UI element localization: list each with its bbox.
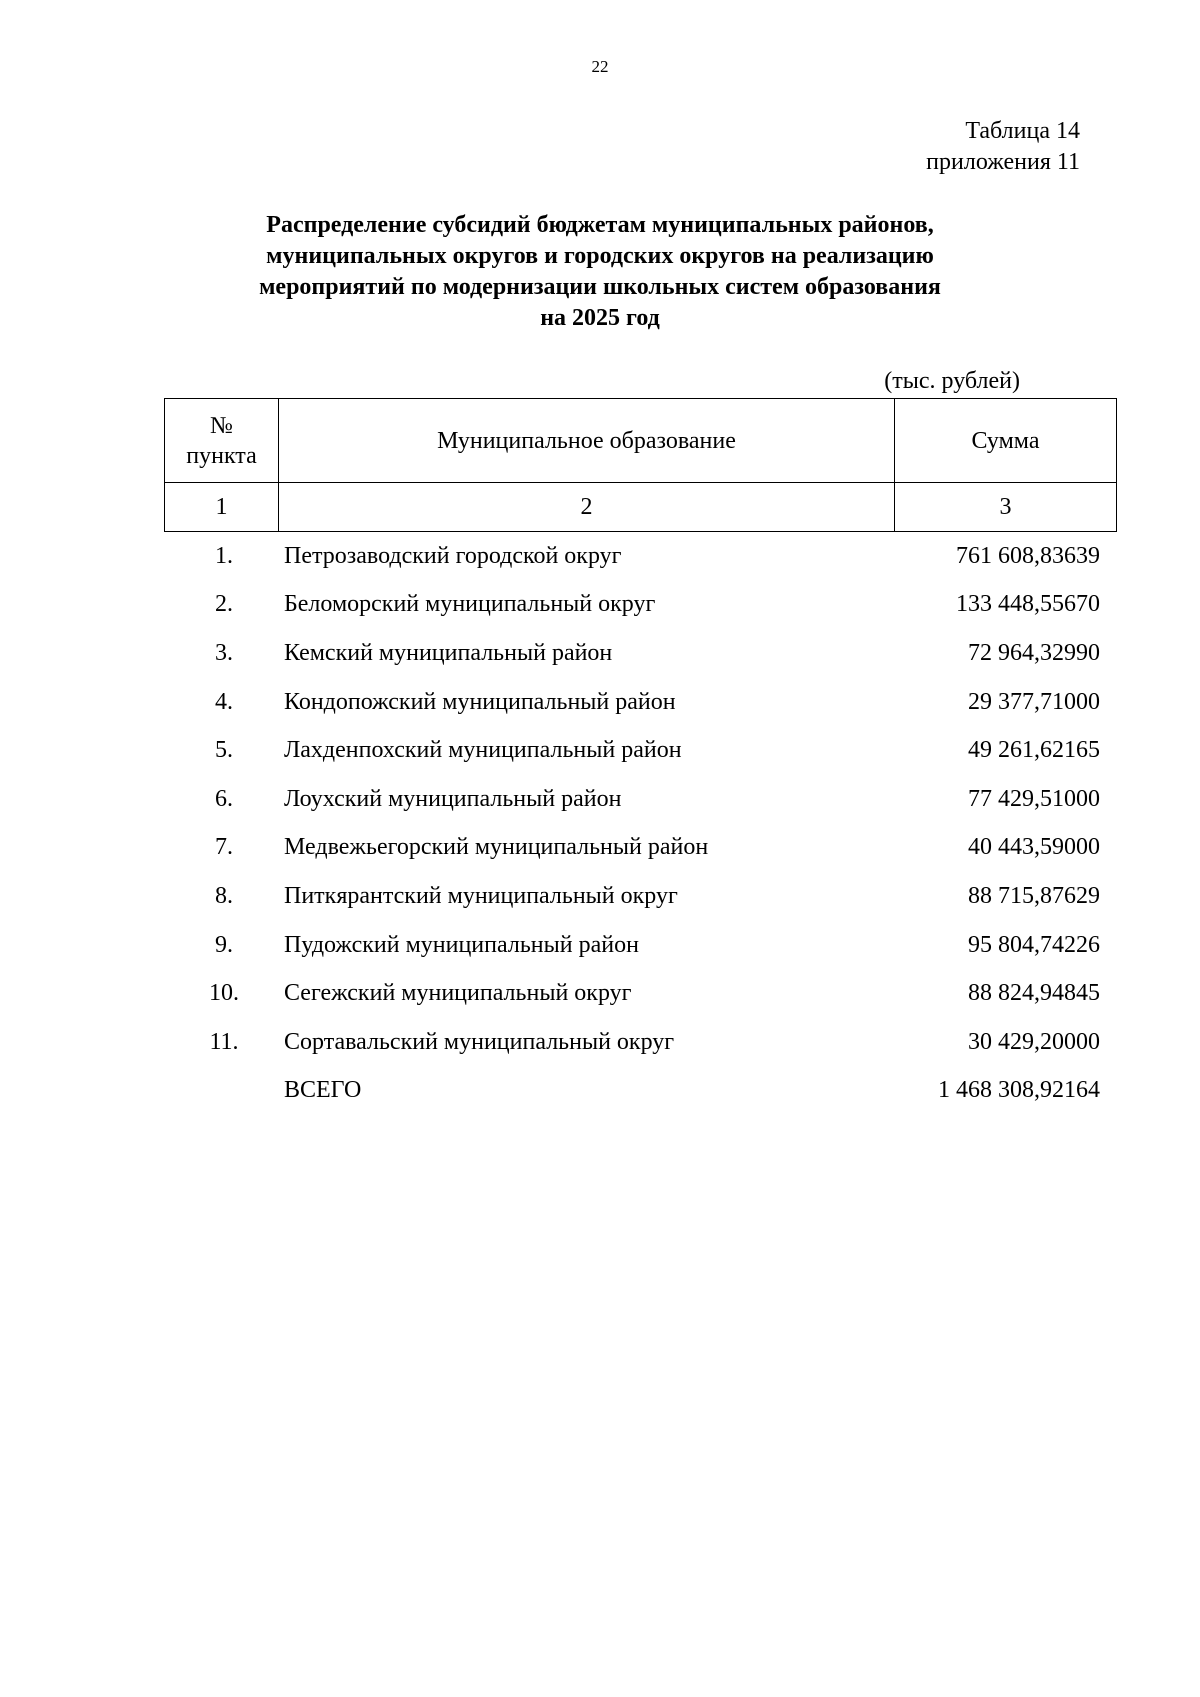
table-row (164, 678, 1108, 727)
row-sum: 29 377,71000 (968, 688, 1100, 715)
row-municipality: Лоухский муниципальный район (284, 785, 622, 812)
table-reference (680, 116, 1080, 178)
column-index-row (165, 483, 1117, 532)
table-row (164, 872, 1108, 921)
title-line-3: мероприятий по модернизации школьных систем образования (259, 274, 941, 300)
row-sum: 77 429,51000 (968, 785, 1100, 812)
header-number-symbol: № (210, 412, 233, 439)
title-line-4: на 2025 год (540, 305, 660, 331)
table-row (164, 532, 1108, 581)
row-municipality: Сегежский муниципальный округ (284, 980, 632, 1007)
row-sum: 30 429,20000 (968, 1028, 1100, 1055)
row-sum: 95 804,74226 (968, 931, 1100, 958)
row-number: 9. (215, 931, 233, 958)
page-number: 22 (591, 57, 609, 76)
row-sum: 49 261,62165 (968, 737, 1100, 764)
header-cell-municipality: Муниципальное образование (279, 399, 895, 483)
total-sum: 1 468 308,92164 (938, 1077, 1100, 1104)
row-number: 1. (215, 542, 233, 569)
total-row (164, 1067, 1108, 1116)
table-row (164, 726, 1108, 775)
document-title (150, 210, 1050, 334)
table-row (164, 824, 1108, 873)
row-number: 10. (209, 980, 239, 1007)
total-label: ВСЕГО (284, 1077, 362, 1104)
table-label: Таблица 14 (965, 118, 1080, 144)
table-row (164, 775, 1108, 824)
table-body (164, 532, 1108, 1115)
table-header (164, 398, 1117, 532)
row-sum: 72 964,32990 (968, 639, 1100, 666)
units-label: (тыс. рублей) (884, 368, 1020, 394)
header-cell-number (165, 399, 279, 483)
row-sum: 88 715,87629 (968, 882, 1100, 909)
column-index-3: 3 (895, 483, 1117, 532)
row-number: 3. (215, 639, 233, 666)
table-row (164, 969, 1108, 1018)
row-municipality: Пудожский муниципальный район (284, 931, 639, 958)
row-number: 8. (215, 882, 233, 909)
title-line-2: муниципальных округов и городских округов на реализацию (266, 243, 934, 269)
column-index-2: 2 (279, 483, 895, 532)
row-number: 4. (215, 688, 233, 715)
row-municipality: Лахденпохский муниципальный район (284, 737, 682, 764)
row-number: 5. (215, 737, 233, 764)
row-number: 2. (215, 591, 233, 618)
row-municipality: Медвежьегорский муниципальный район (284, 834, 709, 861)
table-row (164, 921, 1108, 970)
table-row (164, 581, 1108, 630)
header-number-word: пункта (186, 442, 257, 469)
header-row (165, 399, 1117, 483)
header-cell-sum: Сумма (895, 399, 1117, 483)
row-municipality: Питкярантский муниципальный округ (284, 882, 678, 909)
title-line-1: Распределение субсидий бюджетам муниципальных районов, (266, 212, 934, 238)
row-municipality: Сортавальский муниципальный округ (284, 1028, 675, 1055)
row-sum: 40 443,59000 (968, 834, 1100, 861)
row-number: 7. (215, 834, 233, 861)
row-sum: 133 448,55670 (956, 591, 1100, 618)
table-row (164, 629, 1108, 678)
row-number: 11. (209, 1028, 239, 1055)
row-municipality: Кемский муниципальный район (284, 639, 613, 666)
row-municipality: Беломорский муниципальный округ (284, 591, 656, 618)
column-index-1: 1 (165, 483, 279, 532)
row-municipality: Кондопожский муниципальный район (284, 688, 676, 715)
row-number: 6. (215, 785, 233, 812)
row-sum: 761 608,83639 (956, 542, 1100, 569)
row-sum: 88 824,94845 (968, 980, 1100, 1007)
table-row (164, 1018, 1108, 1067)
row-municipality: Петрозаводский городской округ (284, 542, 622, 569)
appendix-label: приложения 11 (926, 149, 1080, 175)
